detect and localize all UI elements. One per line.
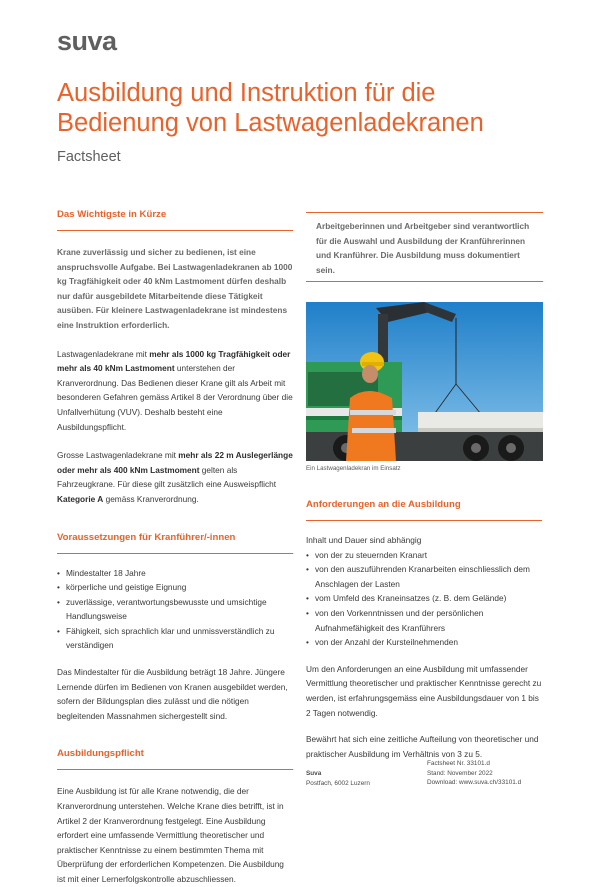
- text-span: Lastwagenladekrane mit: [57, 348, 147, 359]
- list-item: • von den Vorkenntnissen und der persönlichen Aufnahmefähigkeit des Kranführers: [306, 606, 542, 635]
- text-span: Grosse Lastwagenladekrane mit: [57, 450, 176, 461]
- voraussetzungen-list: [57, 566, 293, 654]
- list-item: • zuverlässige, verantwortungsbewusste und umsichtige Handlungsweise: [57, 595, 293, 624]
- photo-caption: Ein Lastwagenladekran im Einsatz: [306, 465, 401, 472]
- footer-org: Suva: [306, 770, 322, 777]
- suva-logo: suva: [57, 26, 117, 56]
- list-item: • Fähigkeit, sich sprachlich klar und unmissverständlich zu verständigen: [57, 624, 293, 653]
- callout-box: Arbeitgeberinnen und Arbeitgeber sind verantwortlich für die Auswahl und Ausbildung der Kranführerinnen und Kranführer. Die Ausbildung muss dokumentiert sein.: [306, 212, 543, 282]
- right-column: [306, 498, 542, 761]
- paragraph-intro: Inhalt und Dauer sind abhängig: [306, 535, 422, 545]
- paragraph-ausbildungsdauer: Um den Anforderungen an eine Ausbildung mit umfassender Vermittlung theoretischer und praktischer Kenntnisse gerecht zu werden, ist erfahrungsgemäss eine Ausbildungsdauer von 1 bis 2 Tagen notwendig.: [306, 663, 542, 718]
- paragraph-ausbildungspflicht: Eine Ausbildung ist für alle Krane notwendig, die der Kranverordnung unterstehen. Welche Krane dies betrifft, ist in Artikel 2 der Kranverordnung festgelegt. Eine Ausbildung erfordert eine umfassende Vermittlung theoretischer und praktischer Kenntnisse zu einem bestimmten Thema mit Überprüfung der erforderlichen Kompetenzen. Die Ausbildung ist mit einer Lernerfolgskontrolle abzuschliessen.: [57, 786, 284, 884]
- crane-truck-photo: [306, 302, 543, 461]
- text-span: gemäss Kranverordnung.: [105, 493, 199, 504]
- paragraph-aufteilung: Bewährt hat sich eine zeitliche Aufteilung von theoretischer und praktischer Ausbildung im Verhältnis von 3 zu 5.: [306, 734, 539, 759]
- footer-address: [306, 769, 370, 788]
- page-subtitle: Factsheet: [57, 149, 121, 165]
- section-title-anforderungen: Anforderungen an die Ausbildung: [306, 498, 542, 521]
- footer-postal: Postfach, 6002 Luzern: [306, 779, 370, 787]
- footer-stand: Stand: November 2022: [427, 769, 493, 777]
- footer-meta: [427, 759, 521, 788]
- paragraph-grosse-krane: [57, 448, 293, 506]
- text-span: unterstehen der Kranverordnung. Das Bedienen dieser Krane gilt als Arbeit mit besonderen Gefahren gemäss Artikel 8 der Verordnung über die Unfallverhütung (VUV). Deshalb besteht eine Ausbildungspflicht.: [57, 363, 293, 432]
- emphasis-text: mehr als 22 m Auslegerlänge oder mehr als 400 kNm Lastmoment: [57, 450, 293, 475]
- page-title: Ausbildung und Instruktion für die Bedienung von Lastwagenladekranen: [57, 79, 484, 137]
- list-item: • von der zu steuernden Kranart: [306, 548, 542, 563]
- paragraph-lastwagenladekrane: [57, 347, 293, 435]
- footer-download-link[interactable]: Download: www.suva.ch/33101.d: [427, 779, 522, 786]
- anforderungen-list: [306, 548, 542, 650]
- list-item: • vom Umfeld des Kraneinsatzes (z. B. dem Gelände): [306, 591, 542, 606]
- list-item: • von den auszuführenden Kranarbeiten einschliesslich dem Anschlagen der Lasten: [306, 562, 542, 591]
- emphasis-text: mehr als 1000 kg Tragfähigkeit oder mehr als 40 kNm Lastmoment: [57, 348, 291, 374]
- section-lead: Krane zuverlässig und sicher zu bedienen, ist eine anspruchsvolle Aufgabe. Bei Lastwagenladekranen ab 1000 kg Tragfähigkeit oder 40 kNm Lastmoment dürfen deshalb nur dafür ausgebildete Mitarbeitende diese Tätigkeit ausüben. Für kleinere Lastwagenladekrane ist mindestens eine Instruktion erforderlich.: [57, 247, 293, 330]
- paragraph-mindestalter: Das Mindestalter für die Ausbildung beträgt 18 Jahre. Jüngere Lernende dürfen im Bedienen von Kranen ausgebildet werden, sofern der Bildungsplan dies zulässt und die nötigen begleitenden Massnahmen sichergestellt sind.: [57, 667, 288, 721]
- footer-factsheet-no: Factsheet Nr. 33101.d: [427, 760, 490, 767]
- emphasis-text: Kategorie A: [57, 493, 104, 504]
- section-title-ausbildungspflicht: Ausbildungspflicht: [57, 747, 293, 770]
- text-span: gelten als Fahrzeugkrane. Für diese gilt zusätzlich eine Ausweispflicht: [57, 464, 277, 490]
- section-title-voraussetzungen: Voraussetzungen für Kranführer/-innen: [57, 531, 293, 554]
- list-item: • von der Anzahl der Kursteilnehmenden: [306, 635, 542, 650]
- list-item: • körperliche und geistige Eignung: [57, 580, 293, 595]
- left-column: [57, 208, 293, 887]
- list-item: • Mindestalter 18 Jahre: [57, 566, 293, 581]
- section-title-wichtigste: Das Wichtigste in Kürze: [57, 208, 293, 231]
- crane-truck-illustration: [306, 302, 543, 461]
